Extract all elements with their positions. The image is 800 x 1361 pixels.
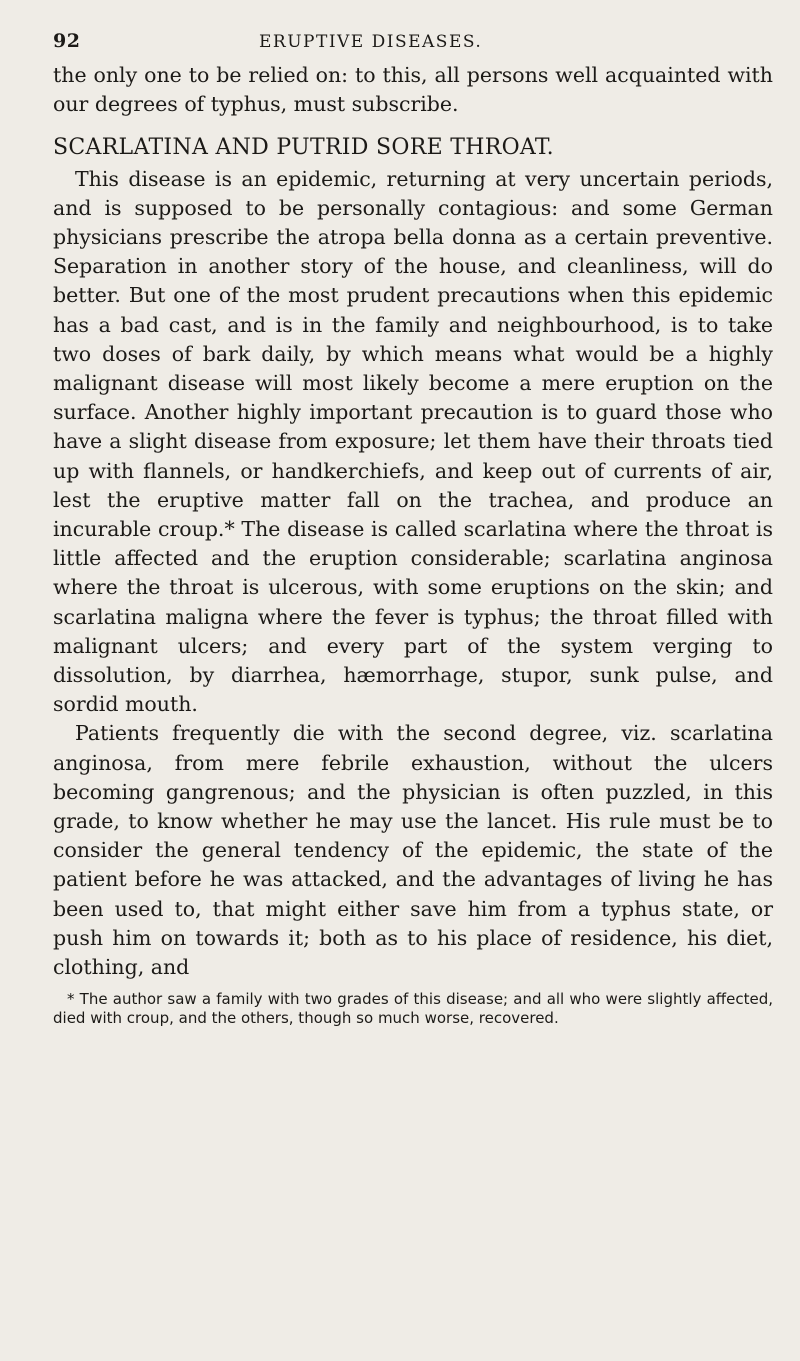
paragraph-1: This disease is an epidemic, returning at very uncertain periods, and is supposed to be personally contagious: and some German physicians prescribe the atropa bella donna as a certain preventive. Separation in another story of the house, and cleanliness, will do better. But one of the most prudent precautions when this epidemic has a bad cast, and is in the family and neighbourhood, is to take two doses of bark daily, by which means what would be a highly malignant disease will most likely become a mere eruption on the surface. Another highly important precaution is to guard those who have a slight disease from exposure; let them have their throats tied up with flannels, or handkerchiefs, and keep out of currents of air, lest the eruptive matter fall on the trachea, and produce an incurable croup.* The disease is called scarlatina where the throat is little affected and the eruption considerable; scarlatina anginosa where the throat is ulcerous, with some eruptions on the skin; and scarlatina maligna where the fever is typhus; the throat filled with malignant ulcers; and every part of the system verging to dissolution, by diarrhea, hæmorrhage, stupor, sunk pulse, and sordid mouth. — [53, 166, 773, 717]
book-page — [53, 30, 773, 1028]
footnote-text: * The author saw a family with two grades of this disease; and all who were slightly affected, died with croup, and the others, though so much worse, recovered. — [53, 990, 773, 1028]
body-text — [53, 61, 773, 982]
running-head — [53, 30, 773, 56]
page-number: 92 — [53, 30, 81, 52]
opening-paragraph: the only one to be relied on: to this, all persons well acquainted with our degrees of typhus, must subscribe. — [53, 63, 773, 117]
section-heading: SCARLATINA AND PUTRID SORE THROAT. — [53, 135, 554, 161]
footnote — [53, 990, 773, 1028]
paragraph-2: Patients frequently die with the second degree, viz. scarlatina anginosa, from mere febrile exhaustion, without the ulcers becoming gangrenous; and the physician is often puzzled, in this grade, to know whether he may use the lancet. His rule must be to consider the general tendency of the epidemic, the state of the patient before he was attacked, and the advantages of living he has been used to, that might either save him from a typhus state, or push him on towards it; both as to his place of residence, his diet, clothing, and — [53, 721, 773, 980]
running-title: ERUPTIVE DISEASES. — [259, 32, 483, 52]
